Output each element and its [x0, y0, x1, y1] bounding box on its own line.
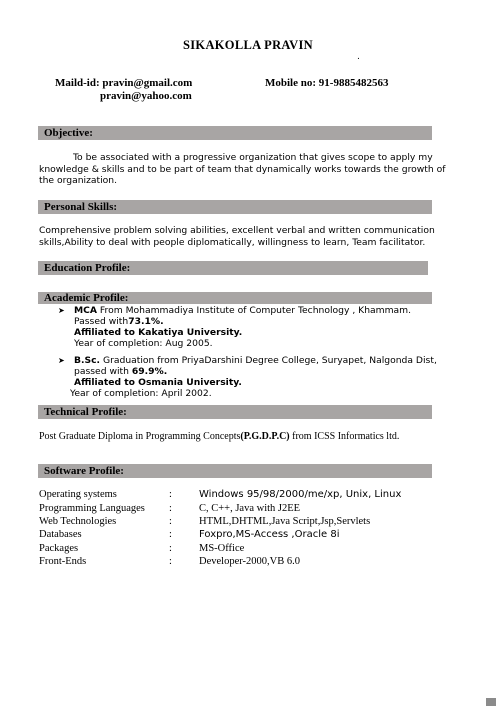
- technical-heading: Technical Profile:: [38, 405, 432, 419]
- percent: 73.1%.: [128, 316, 164, 327]
- technical-text-post: from ICSS Informatics ltd.: [289, 431, 400, 442]
- software-row: [39, 543, 469, 556]
- degree-label: MCA: [74, 305, 97, 316]
- software-row: [39, 556, 469, 569]
- software-row-colon: :: [169, 516, 172, 527]
- personal-skills-text: Comprehensive problem solving abilities, excellent verbal and written communication skills,Ability to deal with people diplomatically, willingness to learn, Team facilitator.: [39, 225, 435, 248]
- affiliation: Affiliated to Kakatiya University.: [74, 327, 243, 338]
- software-row-value: C, C++, Java with J2EE: [199, 503, 301, 514]
- objective-text: To be associated with a progressive organization that gives scope to apply my knowledge & skills and to be part of team that dynamically works towards the growth of the organization.: [39, 152, 446, 186]
- software-row-label: Web Technologies: [39, 516, 117, 527]
- software-row: [39, 503, 469, 516]
- technical-text-bold: (P.G.D.P.C): [240, 431, 290, 442]
- email-primary: Maild-id: pravin@gmail.com: [55, 77, 193, 89]
- software-heading: Software Profile:: [38, 464, 432, 478]
- software-row-label: Programming Languages: [39, 503, 145, 514]
- affiliation: Affiliated to Osmania University.: [74, 377, 242, 388]
- academic-item-bsc: [60, 355, 440, 399]
- candidate-name: SIKAKOLLA PRAVIN: [183, 38, 313, 52]
- degree-label: B.Sc.: [74, 355, 101, 366]
- software-row-value: HTML,DHTML,Java Script,Jsp,Servlets: [199, 516, 371, 527]
- personal-skills-heading: Personal Skills:: [38, 200, 432, 214]
- software-row-value: MS-Office: [199, 543, 245, 554]
- page-corner-mark: [486, 698, 496, 706]
- technical-text: [39, 431, 469, 442]
- software-row-value: Foxpro,MS-Access ,Oracle 8i: [199, 529, 340, 540]
- software-row-label: Databases: [39, 529, 82, 540]
- passed-prefix: passed with: [74, 366, 132, 377]
- degree-desc: Graduation from PriyaDarshini Degree College, Suryapet, Nalgonda Dist,: [100, 355, 437, 366]
- software-row-colon: :: [169, 529, 172, 540]
- arrow-bullet-icon: ➤: [58, 306, 65, 315]
- arrow-bullet-icon: ➤: [58, 356, 65, 365]
- software-row-colon: :: [169, 556, 172, 567]
- completion-year: Year of completion: Aug 2005.: [74, 338, 213, 349]
- objective-heading: Objective:: [38, 126, 432, 140]
- software-row-value: Developer-2000,VB 6.0: [199, 556, 300, 567]
- software-row-label: Operating systems: [39, 489, 117, 500]
- education-heading: Education Profile:: [38, 261, 428, 275]
- software-row-colon: :: [169, 543, 172, 554]
- mobile-number: Mobile no: 91-9885482563: [265, 77, 389, 89]
- software-row: [39, 489, 469, 502]
- academic-item-mca: [60, 305, 440, 349]
- software-row-colon: :: [169, 503, 172, 514]
- email-secondary: pravin@yahoo.com: [100, 90, 192, 102]
- passed-prefix: Passed with: [74, 316, 129, 327]
- academic-heading: Academic Profile:: [38, 292, 432, 304]
- software-row: [39, 529, 469, 542]
- software-row-label: Packages: [39, 543, 79, 554]
- software-row-label: Front-Ends: [39, 556, 87, 567]
- completion-year: Year of completion: April 2002.: [70, 388, 212, 399]
- stray-dot: .: [357, 52, 360, 62]
- software-row: [39, 516, 469, 529]
- software-row-colon: :: [169, 489, 172, 500]
- technical-text-pre: Post Graduate Diploma in Programming Concepts: [39, 431, 241, 442]
- degree-desc: From Mohammadiya Institute of Computer Technology , Khammam.: [97, 305, 412, 316]
- software-row-value: Windows 95/98/2000/me/xp, Unix, Linux: [199, 489, 402, 500]
- percent: 69.9%.: [131, 366, 168, 377]
